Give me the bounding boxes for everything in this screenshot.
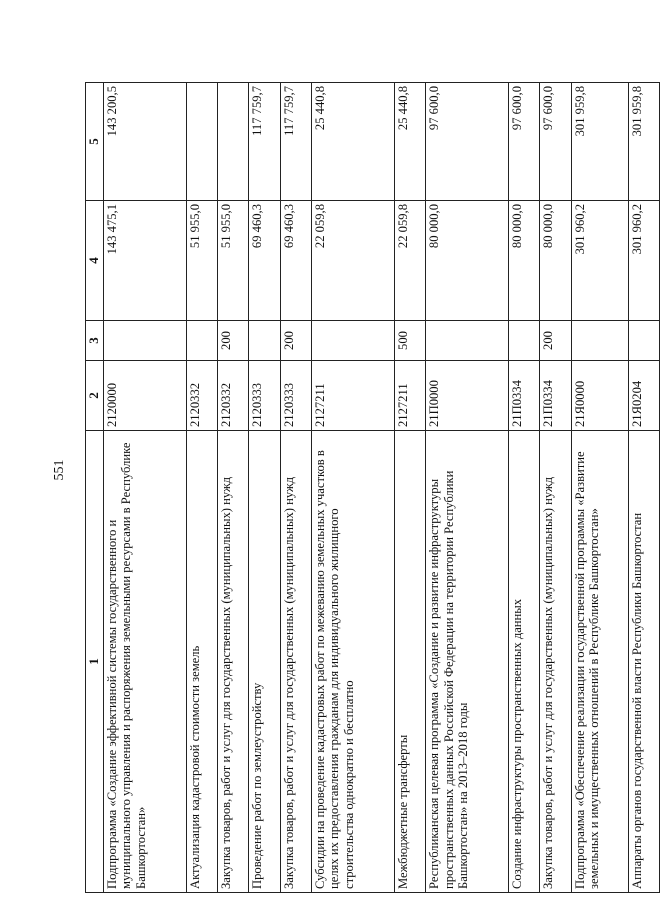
table-row — [186, 83, 217, 893]
row-code: 21П0334 — [509, 361, 540, 431]
row-name: Создание инфраструктуры пространственных данных — [509, 431, 540, 893]
row-expense-type: 500 — [394, 321, 425, 361]
row-name: Актуализация кадастровой стоимости земель — [186, 431, 217, 893]
row-name: Республиканская целевая программа «Создание и развитие инфраструктуры пространственных данных Российской Федерации на территории Республики Башкортостан» на 2013–2018 годы — [426, 431, 509, 893]
row-sum-col4: 51 955,0 — [186, 201, 217, 321]
row-expense-type: 200 — [280, 321, 311, 361]
row-sum-col4: 22 059,8 — [394, 201, 425, 321]
row-code: 21П0334 — [540, 361, 571, 431]
row-sum-col4: 80 000,0 — [509, 201, 540, 321]
row-code: 2127211 — [394, 361, 425, 431]
row-sum-col5: 25 440,8 — [311, 83, 394, 201]
table-row — [571, 83, 628, 893]
row-sum-col4: 22 059,8 — [311, 201, 394, 321]
table-row — [280, 83, 311, 893]
row-sum-col4: 69 460,3 — [280, 201, 311, 321]
row-name: Закупка товаров, работ и услуг для государственных (муниципальных) нужд — [218, 431, 249, 893]
table-row — [628, 83, 659, 893]
row-sum-col4: 143 475,1 — [103, 201, 186, 321]
row-expense-type — [571, 321, 628, 361]
row-code: 2120332 — [186, 361, 217, 431]
row-sum-col5: 117 759,7 — [249, 83, 280, 201]
header-col-4: 4 — [86, 201, 104, 321]
header-col-2: 2 — [86, 361, 104, 431]
row-name: Проведение работ по землеустройству — [249, 431, 280, 893]
row-code: 2120332 — [218, 361, 249, 431]
row-sum-col5: 117 759,7 — [280, 83, 311, 201]
page-number: 551 — [52, 459, 67, 481]
row-sum-col5 — [218, 83, 249, 201]
row-sum-col5: 97 600,0 — [426, 83, 509, 201]
row-sum-col4: 51 955,0 — [218, 201, 249, 321]
row-code: 2127211 — [311, 361, 394, 431]
row-code: 21Я0000 — [571, 361, 628, 431]
table-row — [218, 83, 249, 893]
table-header-row — [86, 83, 104, 893]
row-expense-type — [103, 321, 186, 361]
table-row — [311, 83, 394, 893]
row-code: 21Я0204 — [628, 361, 659, 431]
row-sum-col5: 143 200,5 — [103, 83, 186, 201]
header-col-3: 3 — [86, 321, 104, 361]
row-name: Аппараты органов государственной власти Республики Башкортостан — [628, 431, 659, 893]
row-sum-col4: 301 960,2 — [628, 201, 659, 321]
header-col-1: 1 — [86, 431, 104, 893]
row-code: 21П0000 — [426, 361, 509, 431]
header-col-5: 5 — [86, 83, 104, 201]
table-row — [103, 83, 186, 893]
table-row — [426, 83, 509, 893]
row-sum-col5: 301 959,8 — [571, 83, 628, 201]
table-row — [509, 83, 540, 893]
row-expense-type — [426, 321, 509, 361]
row-expense-type — [249, 321, 280, 361]
row-sum-col5: 97 600,0 — [540, 83, 571, 201]
row-expense-type — [509, 321, 540, 361]
budget-table — [85, 82, 660, 893]
rotated-table-inner — [85, 83, 660, 893]
row-name: Закупка товаров, работ и услуг для государственных (муниципальных) нужд — [280, 431, 311, 893]
row-name: Субсидии на проведение кадастровых работ по межеванию земельных участков в целях их предоставления гражданам для индивидуального жилищного строительства однократно и бесплатно — [311, 431, 394, 893]
row-name: Закупка товаров, работ и услуг для государственных (муниципальных) нужд — [540, 431, 571, 893]
rotated-table-wrapper — [85, 83, 660, 893]
row-expense-type — [186, 321, 217, 361]
row-sum-col5 — [186, 83, 217, 201]
row-code: 2120000 — [103, 361, 186, 431]
row-sum-col4: 301 960,2 — [571, 201, 628, 321]
row-sum-col4: 80 000,0 — [426, 201, 509, 321]
row-name: Подпрограмма «Создание эффективной системы государственного и муниципального управления и распоряжения земельными ресурсами в Республике Башкортостан» — [103, 431, 186, 893]
row-expense-type — [311, 321, 394, 361]
row-code: 2120333 — [280, 361, 311, 431]
row-expense-type: 200 — [540, 321, 571, 361]
row-expense-type: 200 — [218, 321, 249, 361]
row-code: 2120333 — [249, 361, 280, 431]
table-row — [540, 83, 571, 893]
row-sum-col4: 69 460,3 — [249, 201, 280, 321]
row-sum-col5: 301 959,8 — [628, 83, 659, 201]
table-row — [394, 83, 425, 893]
row-name: Межбюджетные трансферты — [394, 431, 425, 893]
row-name: Подпрограмма «Обеспечение реализации государственной программы «Развитие земельных и имущественных отношений в Республике Башкортостан» — [571, 431, 628, 893]
row-sum-col5: 97 600,0 — [509, 83, 540, 201]
row-expense-type — [628, 321, 659, 361]
row-sum-col5: 25 440,8 — [394, 83, 425, 201]
row-sum-col4: 80 000,0 — [540, 201, 571, 321]
table-body — [103, 83, 659, 893]
table-row — [249, 83, 280, 893]
